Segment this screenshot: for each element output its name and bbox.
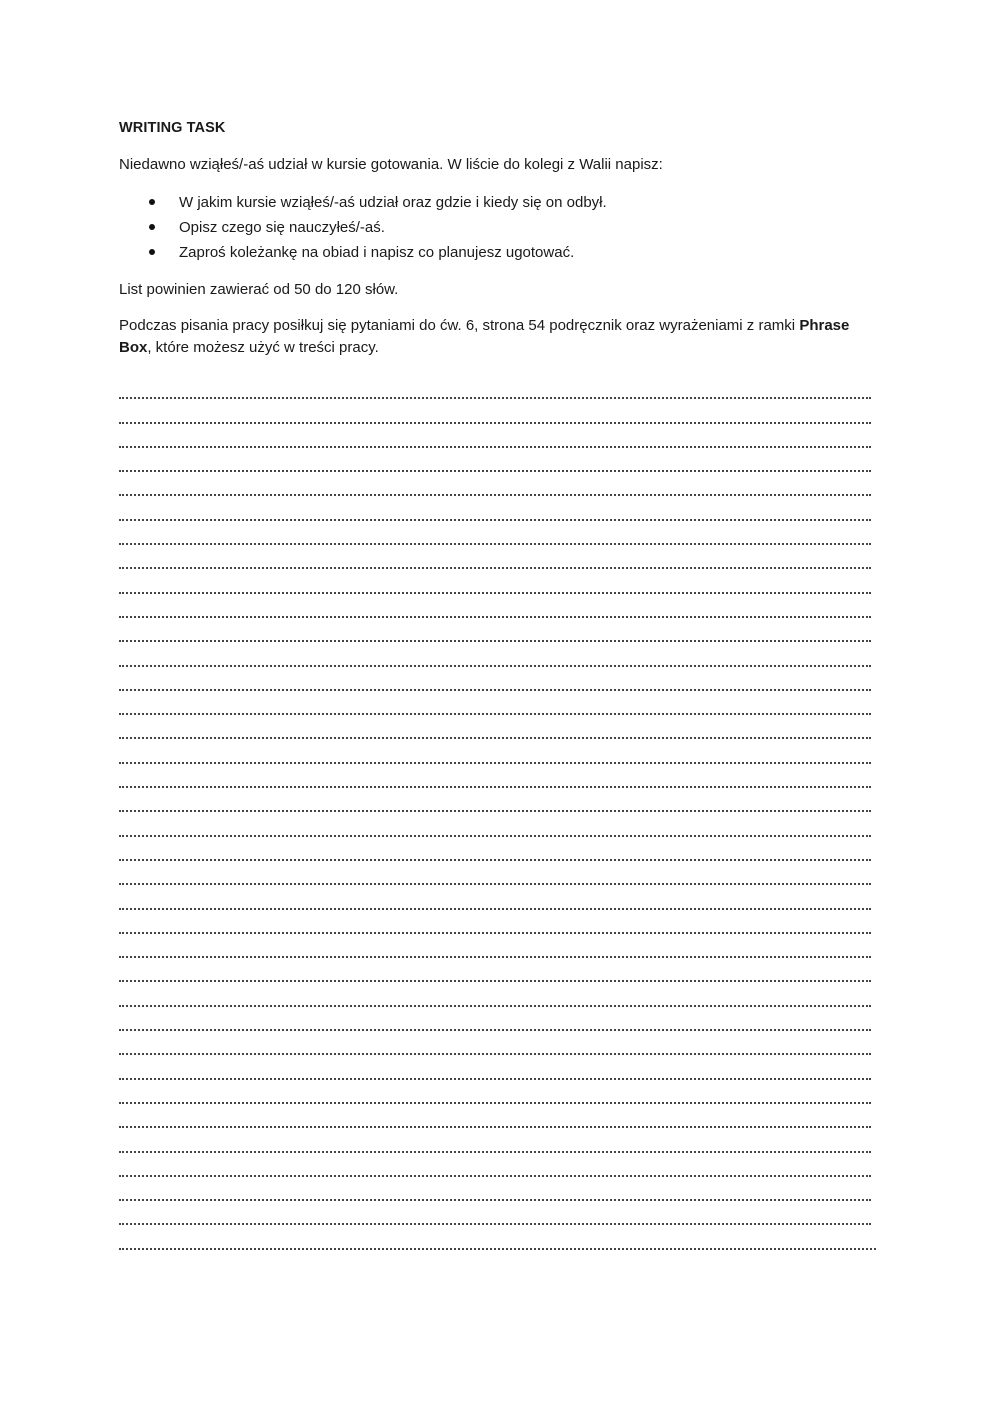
writing-line[interactable] (119, 618, 871, 642)
writing-line[interactable] (119, 1080, 871, 1104)
bullet-dot-icon (149, 199, 155, 205)
writing-line[interactable] (119, 934, 871, 958)
writing-line[interactable] (119, 764, 871, 788)
writing-line[interactable] (119, 1177, 871, 1201)
writing-line[interactable] (119, 399, 871, 423)
writing-line[interactable] (119, 1007, 871, 1031)
writing-line[interactable] (119, 1225, 876, 1249)
bullet-item (119, 240, 879, 265)
writing-line[interactable] (119, 885, 871, 909)
length-note: List powinien zawierać od 50 do 120 słów. (119, 281, 399, 298)
writing-line[interactable] (119, 496, 871, 520)
writing-line[interactable] (119, 1153, 871, 1177)
writing-line[interactable] (119, 642, 871, 666)
writing-line[interactable] (119, 424, 871, 448)
writing-line[interactable] (119, 982, 871, 1006)
writing-line[interactable] (119, 812, 871, 836)
writing-line[interactable] (119, 667, 871, 691)
bullet-dot-icon (149, 249, 155, 255)
bullet-item (119, 190, 879, 215)
bullet-text: W jakim kursie wziąłeś/-aś udział oraz gdzie i kiedy się on odbył. (179, 194, 607, 211)
instruction-before: Podczas pisania pracy posiłkuj się pytaniami do ćw. 6, strona 54 podręcznik oraz wyrażeniami z ramki (119, 317, 800, 334)
worksheet-page (119, 118, 879, 1250)
instruction-text (119, 315, 879, 359)
bullet-dot-icon (149, 224, 155, 230)
writing-line[interactable] (119, 691, 871, 715)
writing-line[interactable] (119, 1104, 871, 1128)
bullet-item (119, 215, 879, 240)
writing-line[interactable] (119, 545, 871, 569)
writing-line[interactable] (119, 375, 871, 399)
writing-line[interactable] (119, 958, 871, 982)
writing-line[interactable] (119, 861, 871, 885)
writing-line[interactable] (119, 569, 871, 593)
task-title: WRITING TASK (119, 120, 226, 136)
bullet-text: Zaproś koleżankę na obiad i napisz co planujesz ugotować. (179, 244, 575, 261)
writing-line[interactable] (119, 788, 871, 812)
writing-line[interactable] (119, 1055, 871, 1079)
task-intro: Niedawno wziąłeś/-aś udział w kursie gotowania. W liście do kolegi z Walii napisz: (119, 156, 663, 173)
writing-line[interactable] (119, 594, 871, 618)
writing-line[interactable] (119, 1128, 871, 1152)
writing-line[interactable] (119, 715, 871, 739)
writing-line[interactable] (119, 837, 871, 861)
bullet-text: Opisz czego się nauczyłeś/-aś. (179, 219, 385, 236)
writing-line[interactable] (119, 472, 871, 496)
phrase-box-label: Phrase Box (119, 317, 850, 356)
instruction-after: , które możesz użyć w treści pracy. (147, 339, 379, 356)
task-bullet-list (119, 190, 879, 265)
writing-line[interactable] (119, 1031, 871, 1055)
writing-line[interactable] (119, 910, 871, 934)
writing-line[interactable] (119, 448, 871, 472)
writing-line[interactable] (119, 1201, 871, 1225)
writing-line[interactable] (119, 521, 871, 545)
writing-line[interactable] (119, 739, 871, 763)
writing-area[interactable] (119, 375, 879, 1250)
